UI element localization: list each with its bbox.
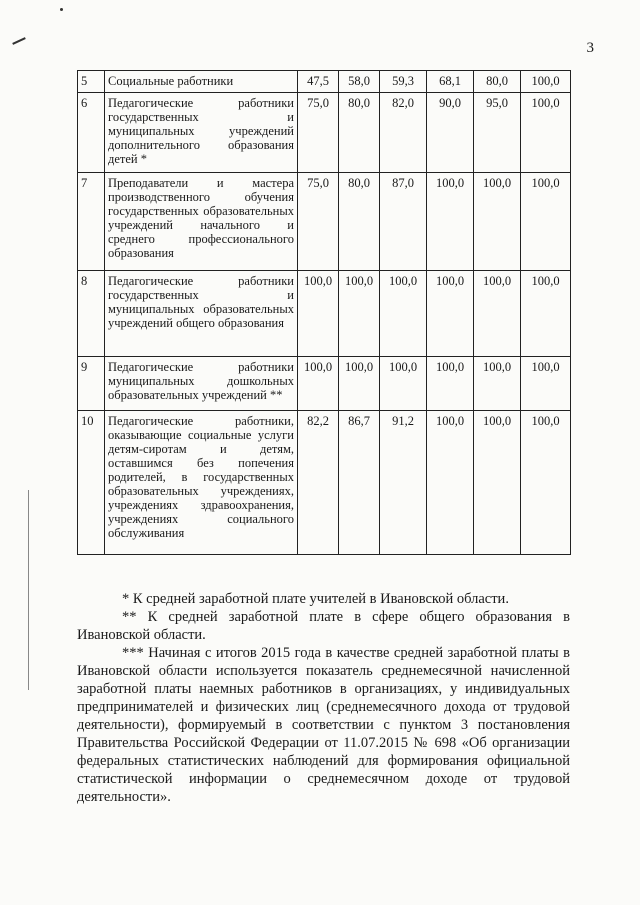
category-label: Преподаватели и мастера производственного обучения государственных образовательных учреждений начального и среднего профессионального образования [105,173,298,271]
value-cell: 100,0 [427,271,474,357]
category-label: Педагогические работники государственных и муниципальных образовательных учреждений общего образования [105,271,298,357]
value-cell: 95,0 [474,93,521,173]
value-cell: 90,0 [427,93,474,173]
value-cell: 75,0 [298,93,339,173]
table-row [78,357,571,411]
value-cell: 100,0 [380,357,427,411]
table-row [78,411,571,555]
value-cell: 100,0 [474,357,521,411]
value-cell: 100,0 [474,173,521,271]
row-number: 7 [78,173,105,271]
value-cell: 100,0 [298,357,339,411]
value-cell: 82,0 [380,93,427,173]
category-label: Социальные работники [105,71,298,93]
value-cell: 100,0 [521,271,571,357]
value-cell: 100,0 [521,93,571,173]
value-cell: 100,0 [339,357,380,411]
value-cell: 68,1 [427,71,474,93]
value-cell: 100,0 [427,173,474,271]
table-row [78,93,571,173]
value-cell: 100,0 [298,271,339,357]
footnote-teachers: * К средней заработной плате учителей в Ивановской области. [122,591,509,607]
value-cell: 100,0 [427,411,474,555]
value-cell: 100,0 [521,357,571,411]
salary-ratio-table [77,70,571,555]
scan-mark [12,37,26,45]
value-cell: 100,0 [474,271,521,357]
table-row [78,271,571,357]
value-cell: 86,7 [339,411,380,555]
value-cell: 100,0 [474,411,521,555]
value-cell: 100,0 [380,271,427,357]
row-number: 8 [78,271,105,357]
scan-mark [60,8,63,11]
footnotes [77,590,570,806]
page-number: 3 [586,40,594,56]
value-cell: 100,0 [521,173,571,271]
value-cell: 59,3 [380,71,427,93]
value-cell: 100,0 [339,271,380,357]
value-cell: 47,5 [298,71,339,93]
row-number: 5 [78,71,105,93]
value-cell: 58,0 [339,71,380,93]
row-number: 10 [78,411,105,555]
footnote-general-education: ** К средней заработной плате в сфере общего образования в Ивановской области. [77,609,570,643]
value-cell: 100,0 [521,71,571,93]
value-cell: 82,2 [298,411,339,555]
value-cell: 80,0 [474,71,521,93]
value-cell: 80,0 [339,173,380,271]
footnote-average-salary: *** Начиная с итогов 2015 года в качестве средней заработной платы в Ивановской области используется показатель среднемесячной начисленной заработной платы наемных работников в организациях, у индивидуальных предпринимателей и физических лиц (среднемесячного дохода от трудовой деятельности), формируемый в соответствии с пунктом 3 постановления Правительства Российской Федерации от 11.07.2015 № 698 «Об организации федеральных статистических наблюдений для формирования официальной статистической информации о среднемесячном доходе от трудовой деятельности». [77,645,570,805]
value-cell: 87,0 [380,173,427,271]
row-number: 9 [78,357,105,411]
category-label: Педагогические работники, оказывающие социальные услуги детям-сиротам и детям, оставшимся без попечения родителей, в государственных образовательных учреждениях, учреждениях здравоохранения, учреждениях социального обслуживания [105,411,298,555]
value-cell: 100,0 [521,411,571,555]
category-label: Педагогические работники государственных и муниципальных учреждений дополнительного образования детей * [105,93,298,173]
table-row [78,71,571,93]
value-cell: 91,2 [380,411,427,555]
margin-line [28,490,29,690]
table-row [78,173,571,271]
value-cell: 100,0 [427,357,474,411]
category-label: Педагогические работники муниципальных дошкольных образовательных учреждений ** [105,357,298,411]
value-cell: 80,0 [339,93,380,173]
value-cell: 75,0 [298,173,339,271]
row-number: 6 [78,93,105,173]
